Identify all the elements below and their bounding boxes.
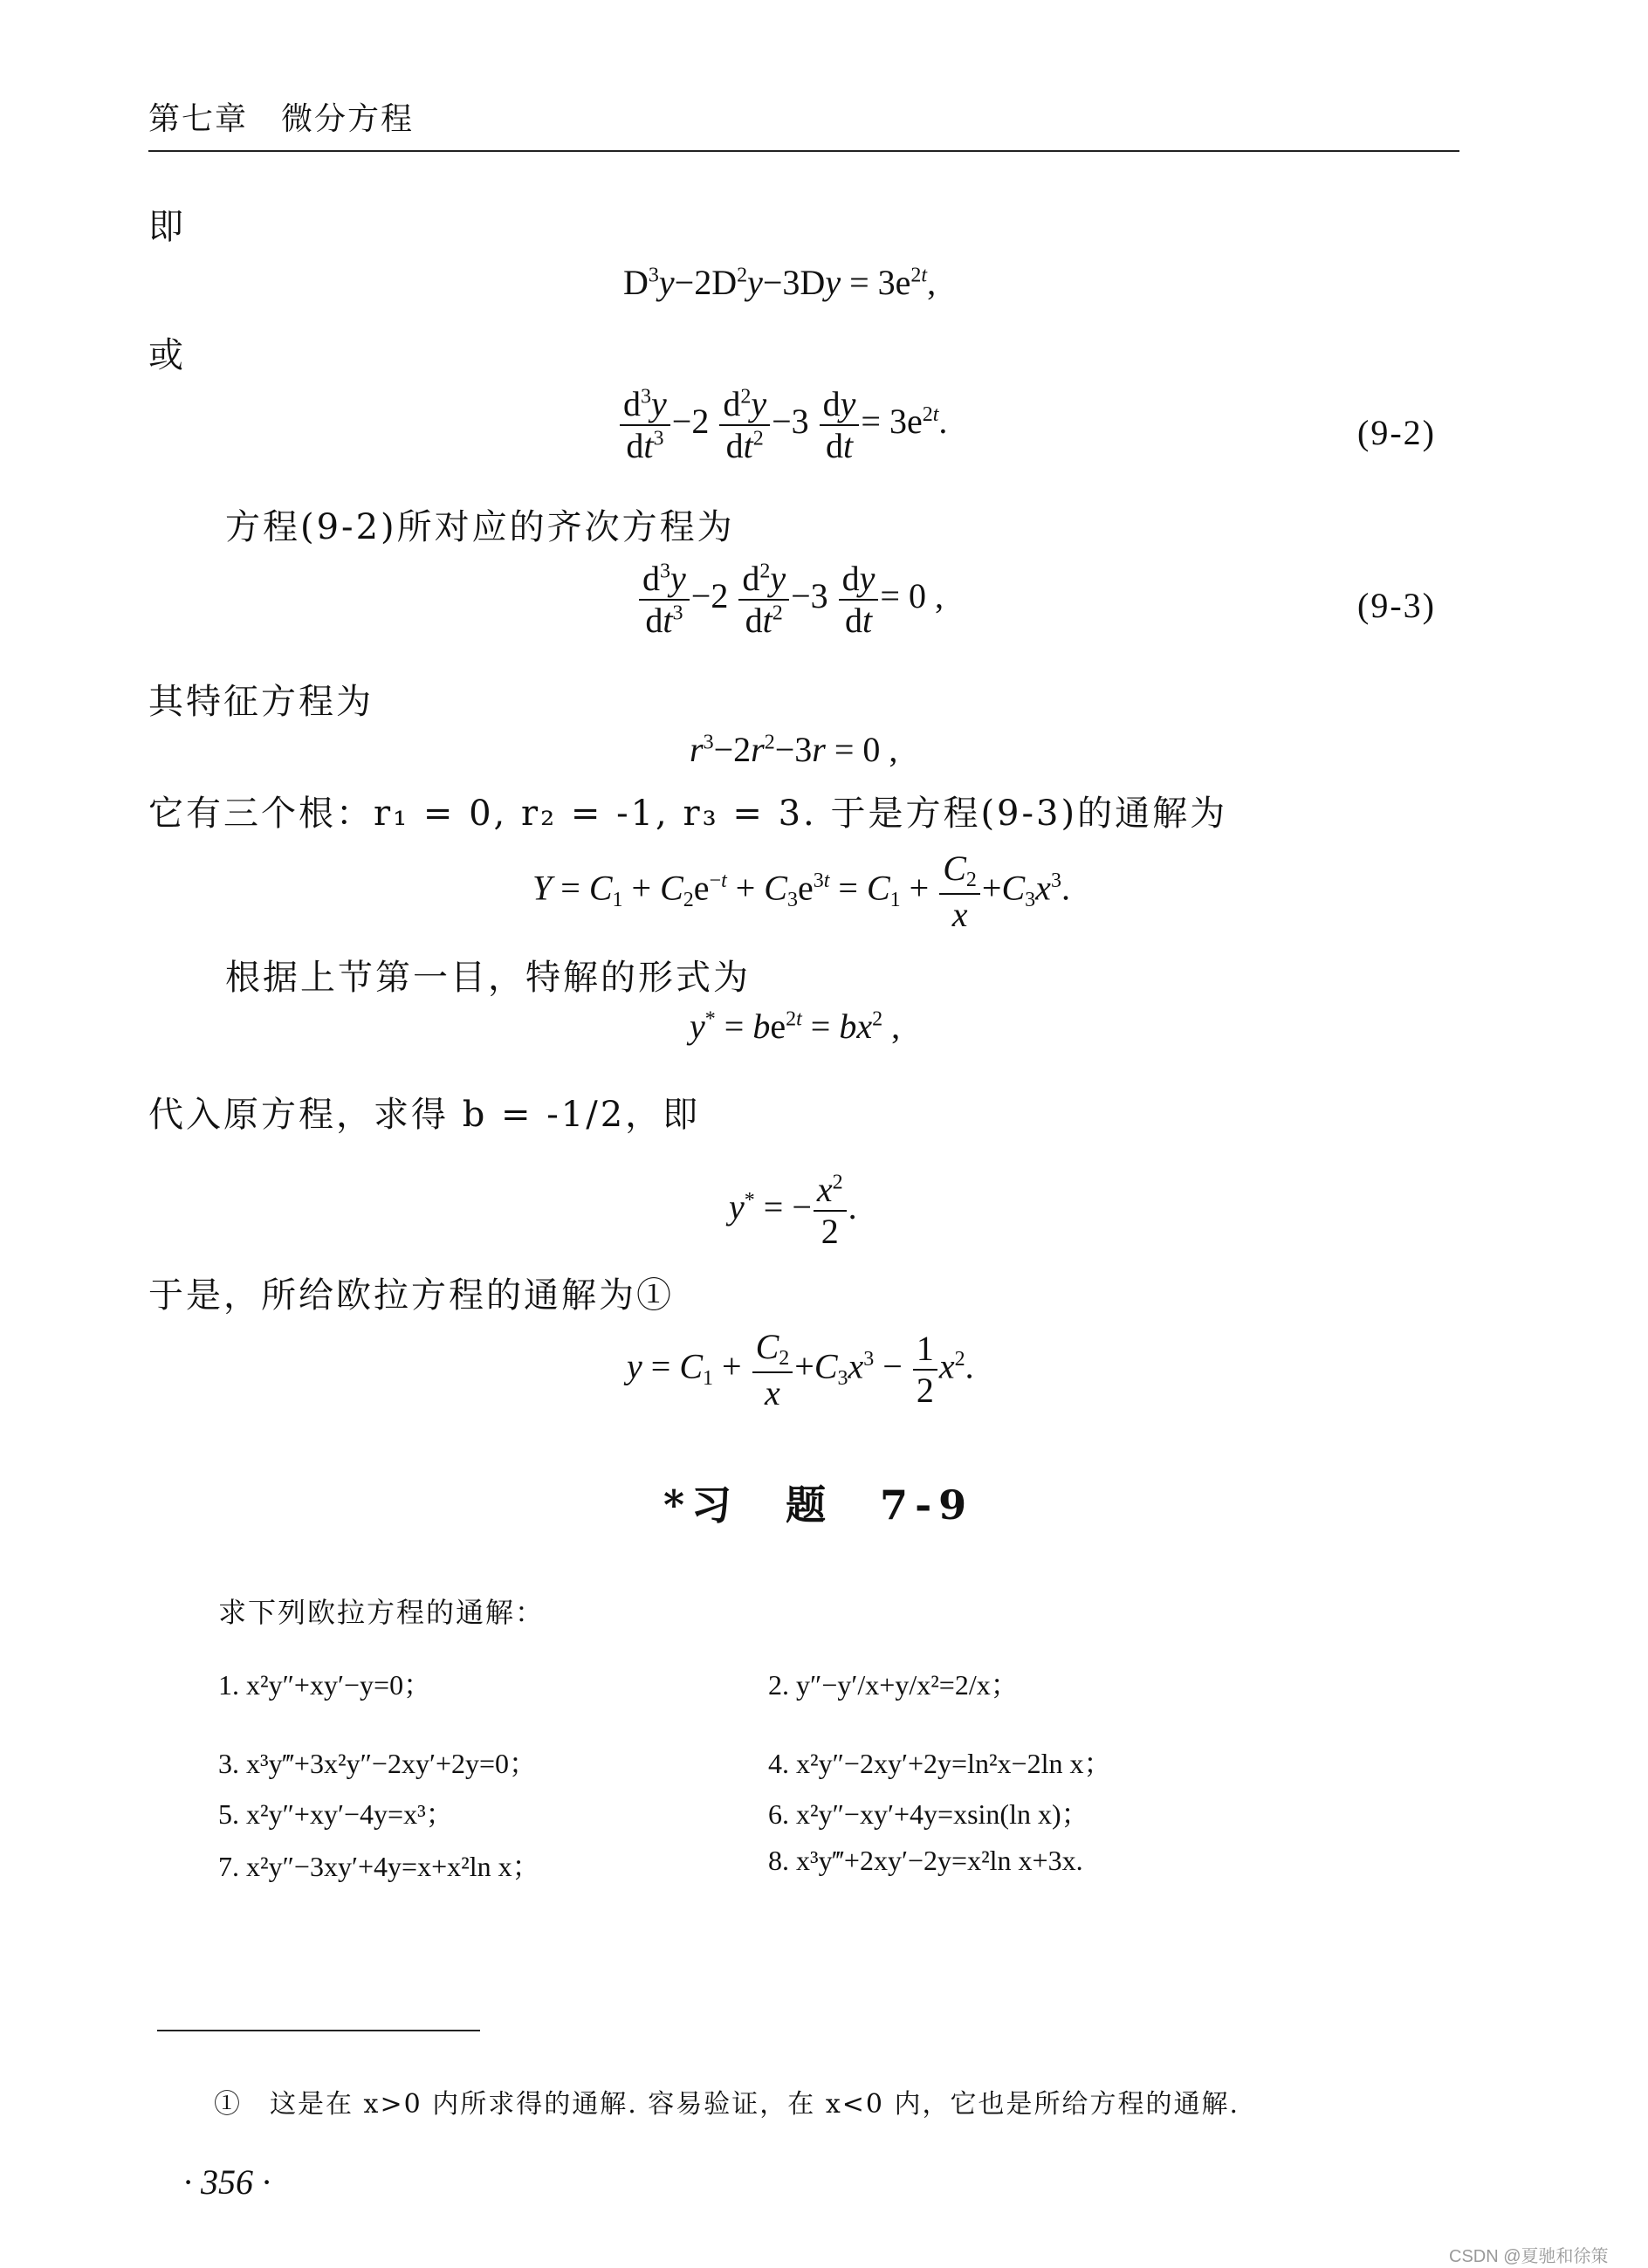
equation-9-2: $\frac{d^3y}{dt^3}$ −2 $\frac{d^2y}{dt^2}$ −3 $\frac{dy}{dt}$ = $3e^{2t}$. <box>618 384 947 466</box>
equation-number-9-2: (9-2) <box>1357 413 1436 452</box>
equation-operator-form: $D^3y-2D^2y-3Dy = 3e^{2t}$, <box>623 263 937 302</box>
footnote: ① 这是在 x>0 内所求得的通解. 容易验证，在 x<0 内，它也是所给方程的通解. <box>214 2089 1240 2120</box>
equation-number-9-3: (9-3) <box>1357 586 1436 625</box>
header-rule <box>148 150 1459 152</box>
text-substitute: 代入原方程，求得 b = -1/2，即 <box>148 1095 701 1135</box>
exercise-heading: 求下列欧拉方程的通解： <box>218 1596 546 1629</box>
exercise-3: 3. x³y‴+3x²y″−2xy′+2y=0； <box>218 1748 538 1779</box>
equation-homogeneous-solution: $Y = C_1 + C_2e^{-t} + C_3e^{3t} = C_1$ + $\frac{C_2}{x}$ $+C_3x^3$. <box>532 849 1070 934</box>
text-ji: 即 <box>148 207 186 247</box>
text-homogeneous-intro: 方程(9-2)所对应的齐次方程为 <box>225 507 735 547</box>
equation-general-solution: $y = C_1$ + $\frac{C_2}{x}$ $+C_3x^3$ − $\frac{1}{2}$ $x^2$. <box>627 1327 974 1412</box>
exercise-7: 7. x²y″−3xy′+4y=x+x²ln x； <box>218 1851 540 1882</box>
exercise-4: 4. x²y″−2xy′+2y=ln²x−2ln x； <box>768 1748 1112 1779</box>
exercise-5: 5. x²y″+xy′−4y=x³； <box>218 1798 454 1830</box>
text-roots: 它有三个根：r₁ = 0, r₂ = -1, r₃ = 3. 于是方程(9-3)的通解为 <box>148 794 1228 834</box>
text-particular-form: 根据上节第一目，特解的形式为 <box>225 958 751 998</box>
exercise-2: 2. y″−y′/x+y/x²=2/x； <box>768 1669 1019 1701</box>
equation-particular-solution: y* = − $\frac{x^2}{2}$ . <box>729 1170 857 1251</box>
page-number: · 356 · <box>183 2162 271 2202</box>
text-characteristic-intro: 其特征方程为 <box>148 682 374 722</box>
footnote-rule <box>157 2030 480 2031</box>
equation-particular-form: $y^* = be^{2t} = bx^2$ , <box>690 1007 901 1046</box>
chapter-header: 第七章 微分方程 <box>148 101 415 137</box>
exercise-8: 8. x³y‴+2xy′−2y=x²ln x+3x. <box>768 1845 1083 1876</box>
text-huo: 或 <box>148 335 186 375</box>
text-general-solution-intro: 于是，所给欧拉方程的通解为① <box>148 1275 674 1316</box>
section-title: *习 题 7-9 <box>663 1481 974 1529</box>
exercise-6: 6. x²y″−xy′+4y=xsin(ln x)； <box>768 1798 1089 1830</box>
watermark: CSDN @夏驰和徐策 <box>1449 2247 1609 2266</box>
equation-characteristic: $r^3-2r^2-3r = 0$ , <box>690 730 898 769</box>
equation-9-3: $\frac{d^3y}{dt^3}$ −2 $\frac{d^2y}{dt^2}$ −3 $\frac{dy}{dt}$ = 0 , <box>637 559 944 641</box>
exercise-1: 1. x²y″+xy′−y=0； <box>218 1669 432 1701</box>
